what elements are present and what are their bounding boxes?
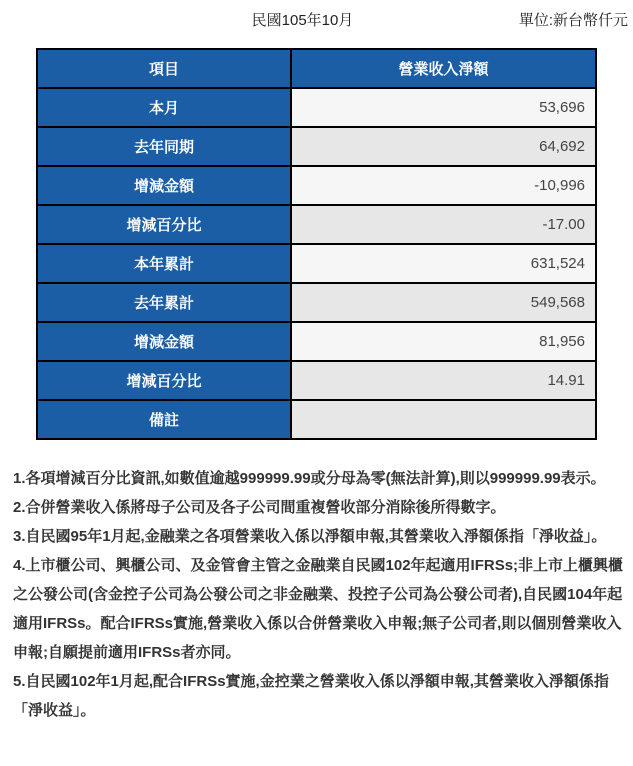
row-label: 增減金額 — [37, 166, 291, 205]
row-label: 備註 — [37, 400, 291, 439]
row-label: 增減金額 — [37, 322, 291, 361]
row-value: 81,956 — [291, 322, 596, 361]
row-value: 53,696 — [291, 88, 596, 127]
table-header-row — [37, 49, 596, 88]
footnotes — [13, 464, 627, 725]
footnote-3: 3.自民國95年1月起,金融業之各項營業收入係以淨額申報,其營業收入淨額係指「淨收益」。 — [13, 528, 607, 545]
row-value: -17.00 — [291, 205, 596, 244]
table-row-remarks — [37, 400, 596, 439]
table-row — [37, 361, 596, 400]
footnote-4: 4.上市櫃公司、興櫃公司、及金管會主管之金融業自民國102年起適用IFRSs;非上市上櫃興櫃之公發公司(含金控子公司為公發公司之非金融業、投控子公司為公發公司者),自民國104年起適用IFRSs。配合IFRSs實施,營業收入係以合併營業收入申報;無子公司者,則以個別營業收入申報;自願提前適用IFRSs者亦同。 — [13, 557, 624, 661]
row-value — [291, 400, 596, 439]
table-row — [37, 88, 596, 127]
page-header — [0, 0, 633, 34]
table-row — [37, 322, 596, 361]
column-header-item: 項目 — [37, 49, 291, 88]
row-value: -10,996 — [291, 166, 596, 205]
row-value: 14.91 — [291, 361, 596, 400]
row-label: 去年累計 — [37, 283, 291, 322]
revenue-table — [36, 48, 597, 440]
report-period: 民國105年10月 — [251, 12, 354, 29]
table-row — [37, 283, 596, 322]
row-value: 549,568 — [291, 283, 596, 322]
row-label: 本月 — [37, 88, 291, 127]
row-label: 本年累計 — [37, 244, 291, 283]
footnote-1: 1.各項增減百分比資訊,如數值逾越999999.99或分母為零(無法計算),則以999999.99表示。 — [13, 470, 606, 487]
table-row — [37, 244, 596, 283]
footnote-2: 2.合併營業收入係將母子公司及各子公司間重複營收部分消除後所得數字。 — [13, 499, 506, 516]
table-row — [37, 127, 596, 166]
row-label: 去年同期 — [37, 127, 291, 166]
column-header-net-revenue: 營業收入淨額 — [291, 49, 596, 88]
row-value: 631,524 — [291, 244, 596, 283]
footnote-5: 5.自民國102年1月起,配合IFRSs實施,金控業之營業收入係以淨額申報,其營業收入淨額係指「淨收益」。 — [13, 673, 609, 719]
currency-unit: 單位:新台幣仟元 — [518, 12, 628, 29]
row-label: 增減百分比 — [37, 205, 291, 244]
table-row — [37, 205, 596, 244]
row-label: 增減百分比 — [37, 361, 291, 400]
row-value: 64,692 — [291, 127, 596, 166]
table-row — [37, 166, 596, 205]
